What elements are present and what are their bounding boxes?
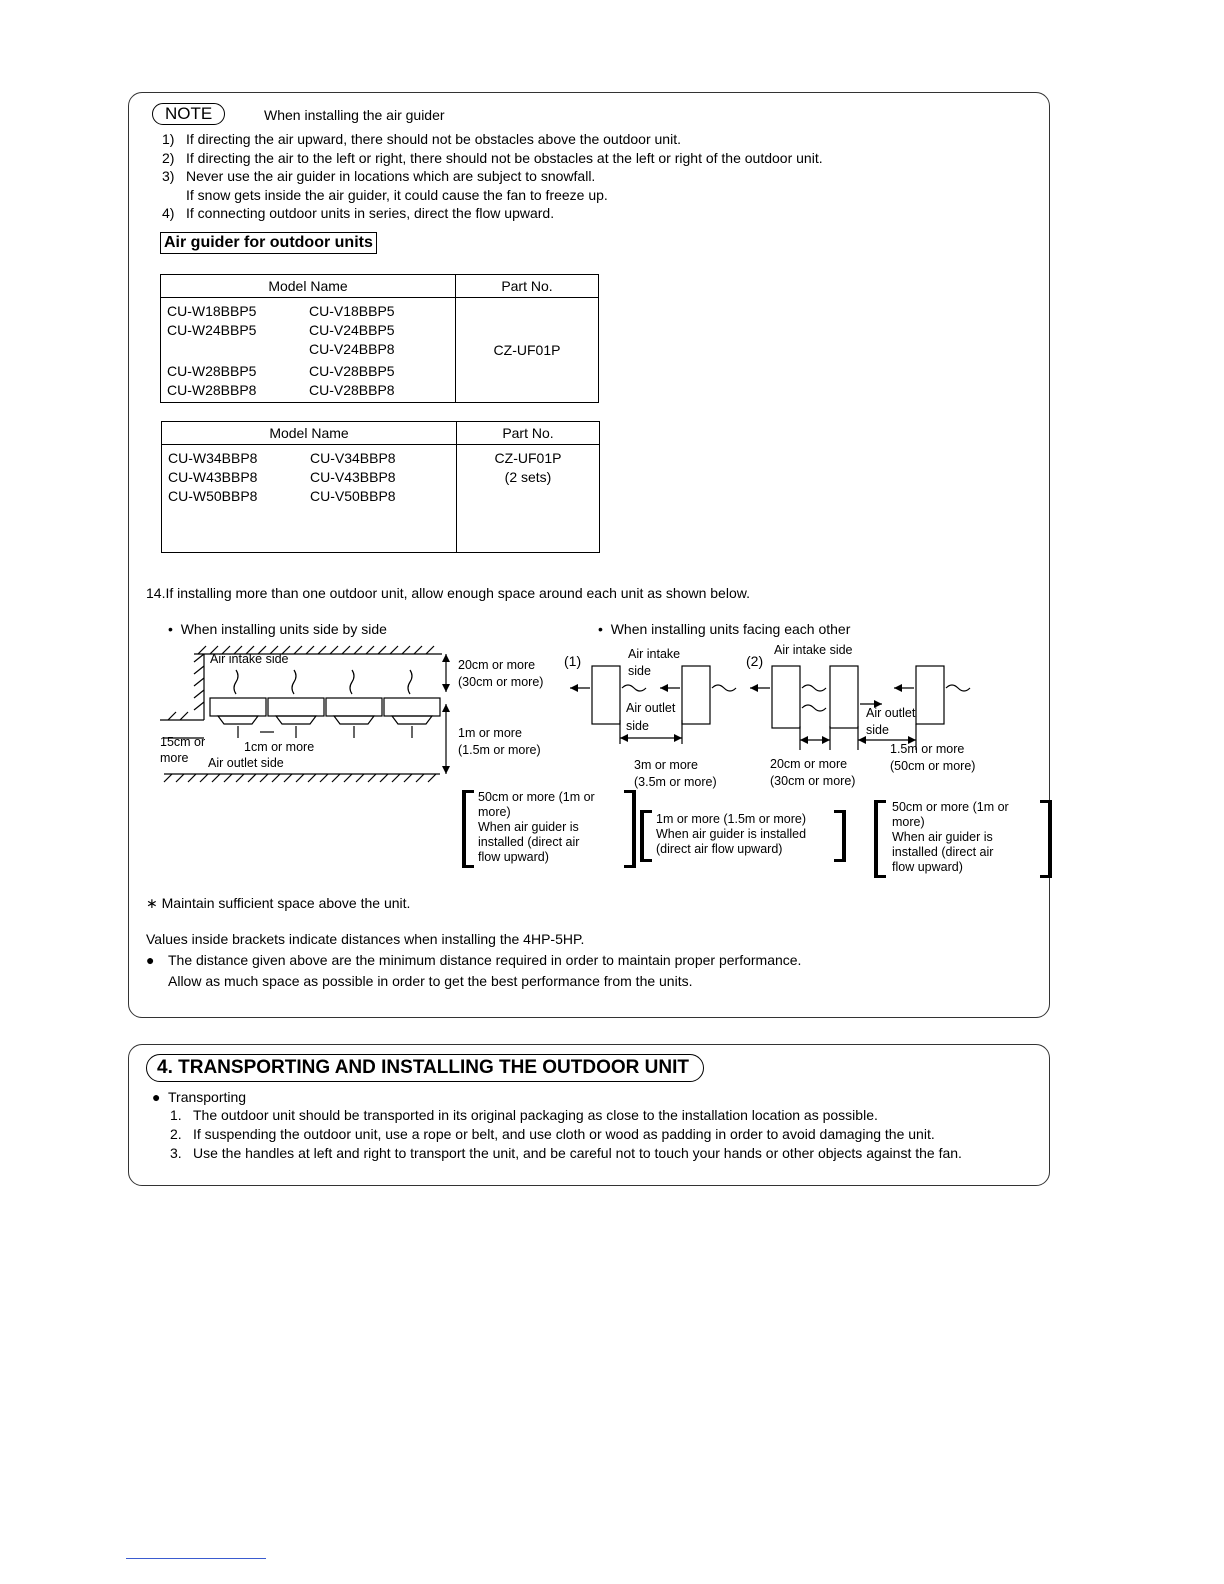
asterisk-icon: ∗: [146, 895, 158, 911]
intake-1-l1: Air intake: [628, 647, 681, 661]
note-label: NOTE: [152, 103, 225, 125]
table1-head-part: Part No.: [456, 275, 599, 298]
table-row: CU-W34BBP8 CU-V34BBP8: [168, 450, 396, 466]
table-row: CU-V24BBP8: [309, 341, 395, 357]
table-row: CU-W24BBP5 CU-V24BBP5: [167, 322, 395, 338]
note-item: 1) If directing the air upward, there should not be obstacles above the outdoor unit.: [162, 131, 681, 147]
outlet-1-l2: side: [626, 719, 649, 733]
note-list: [162, 130, 823, 223]
distance-2-l2: (30cm or more): [770, 774, 856, 788]
facing-diagram: [560, 640, 1000, 794]
note-item: If snow gets inside the air guider, it could cause the fan to freeze up.: [186, 186, 608, 203]
section14-text: 14.If installing more than one outdoor unit, allow enough space around each unit as shown below.: [146, 585, 750, 601]
table2-head-model: Model Name: [162, 422, 457, 445]
outdoor-unit: [772, 666, 800, 728]
table1-part: CZ-UF01P: [456, 298, 599, 403]
side-by-side-heading: • When installing units side by side: [168, 621, 387, 637]
footnote-min-distance-2: Allow as much space as possible in order to get the best performance from the units.: [168, 973, 693, 989]
air-guider-table-1: [160, 274, 599, 403]
air-guider-table-2: [161, 421, 600, 553]
footnote-brackets: Values inside brackets indicate distances when installing the 4HP-5HP.: [146, 931, 585, 947]
facing-heading: • When installing units facing each other: [598, 621, 851, 637]
table2-models: [162, 445, 457, 553]
outlet-2-l1: Air outlet: [866, 706, 916, 720]
note-item: 2) If directing the air to the left or right, there should not be obstacles at the left or right of the outdoor unit.: [162, 149, 823, 166]
outdoor-unit: [916, 666, 944, 724]
top-clearance-l2: (30cm or more): [458, 675, 544, 689]
air-intake-side-label: Air intake side: [210, 652, 289, 666]
distance-3-l1: 1.5m or more: [890, 742, 965, 756]
distance-3-l2: (50cm or more): [890, 759, 976, 773]
outlet-2-l2: side: [866, 723, 889, 737]
note-item: 3) Never use the air guider in locations which are subject to snowfall.: [162, 168, 596, 184]
note-heading: When installing the air guider: [264, 107, 445, 123]
outdoor-unit: [830, 666, 858, 728]
outdoor-unit: [592, 666, 620, 724]
bracket-note-3: 50cm or more (1m or more) When air guider is installed (direct air flow upward): [874, 800, 1052, 878]
top-clearance-l1: 20cm or more: [458, 658, 536, 672]
left-clearance-l2: more: [160, 751, 189, 765]
outdoor-unit: [268, 698, 324, 724]
note-item: 4) If connecting outdoor units in series, direct the flow upward.: [162, 205, 555, 221]
note-panel: [128, 92, 1050, 1018]
table2-part: [457, 445, 600, 553]
outdoor-unit: [210, 698, 266, 724]
facing-case-1-label: (1): [564, 653, 582, 669]
left-clearance-l1: 15cm or: [160, 735, 206, 749]
table-row: CU-W43BBP8 CU-V43BBP8: [168, 469, 396, 485]
outdoor-unit: [384, 698, 440, 724]
side-by-side-diagram: [150, 642, 590, 792]
table-row: CU-W50BBP8 CU-V50BBP8: [168, 488, 396, 504]
bracket-note-2: 1m or more (1.5m or more) When air guider is installed (direct air flow upward): [640, 810, 846, 862]
bottom-clearance-l2: (1.5m or more): [458, 743, 541, 757]
transport-list: [170, 1106, 1042, 1163]
list-item: 2. If suspending the outdoor unit, use a rope or belt, and use cloth or wood as padding in order to avoid damaging the unit.: [170, 1126, 935, 1142]
intake-1-l2: side: [628, 664, 651, 678]
distance-1-l1: 3m or more: [634, 758, 698, 772]
list-item: 3. Use the handles at left and right to transport the unit, and be careful not to touch your hands or other objects against the fan.: [170, 1145, 962, 1161]
table1-head-model: Model Name: [161, 275, 456, 298]
outdoor-unit: [682, 666, 710, 724]
bottom-clearance-l1: 1m or more: [458, 726, 522, 740]
outlet-1-l1: Air outlet: [626, 701, 676, 715]
distance-2-l1: 20cm or more: [770, 757, 848, 771]
bullet-icon: ●: [146, 952, 155, 968]
table1-models: [161, 298, 456, 403]
facing-case-2-label: (2): [746, 653, 764, 669]
list-item: 1. The outdoor unit should be transported in its original packaging as close to the installation location as possible.: [170, 1107, 878, 1123]
table-row: CU-W18BBP5 CU-V18BBP5: [167, 303, 395, 319]
footer-rule: [126, 1558, 266, 1559]
table2-part-line2: (2 sets): [504, 469, 552, 485]
air-outlet-side-label: Air outlet side: [208, 756, 284, 770]
air-guider-title: Air guider for outdoor units: [160, 232, 377, 254]
table-row: CU-W28BBP8 CU-V28BBP8: [167, 382, 395, 398]
intake-2-label: Air intake side: [774, 643, 853, 657]
outdoor-unit: [326, 698, 382, 724]
bracket-note-1: 50cm or more (1m or more) When air guider is installed (direct air flow upward): [462, 790, 636, 868]
bullet-icon: ●: [152, 1089, 161, 1105]
table-row: CU-W28BBP5 CU-V28BBP5: [167, 363, 395, 379]
transport-bullet: ● Transporting: [152, 1089, 247, 1105]
footnote-min-distance: ● The distance given above are the minimum distance required in order to maintain proper performance.: [146, 952, 802, 968]
table2-head-part: Part No.: [457, 422, 600, 445]
footnote-star: ∗ Maintain sufficient space above the unit.: [146, 895, 411, 911]
table2-part-line1: CZ-UF01P: [494, 450, 562, 466]
distance-1-l2: (3.5m or more): [634, 775, 717, 789]
unit-gap-label: 1cm or more: [244, 740, 315, 754]
section4-title: 4. TRANSPORTING AND INSTALLING THE OUTDOOR UNIT: [146, 1054, 704, 1082]
